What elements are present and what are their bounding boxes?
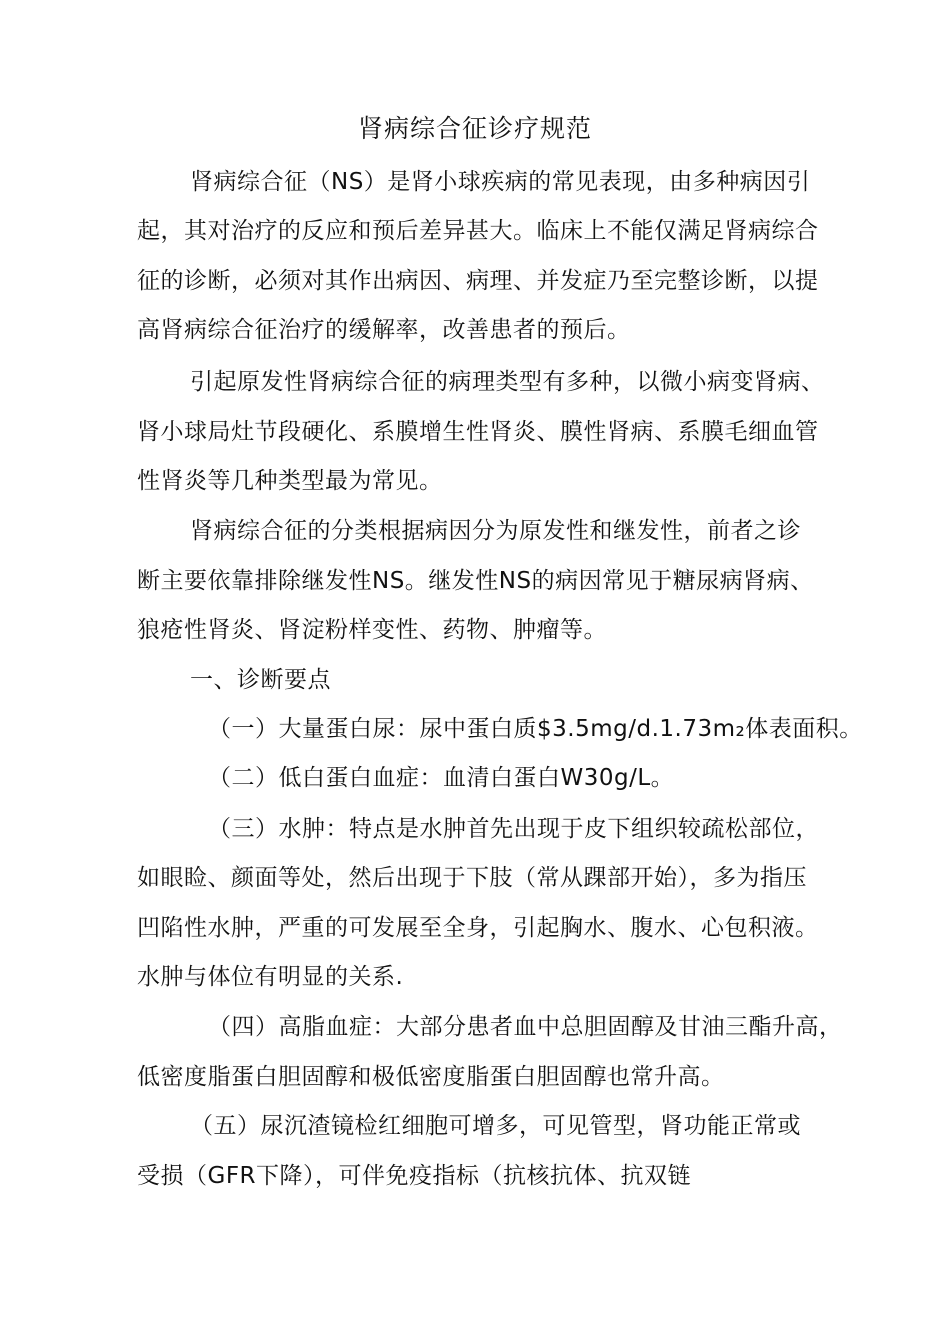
paragraph-line: 征的诊断，必须对其作出病因、病理、并发症乃至完整诊断，以提 — [137, 268, 819, 294]
paragraph-line: 引起原发性肾病综合征的病理类型有多种，以微小病变肾病、 — [190, 369, 825, 395]
paragraph-line: 受损（GFR下降），可伴免疫指标（抗核抗体、抗双链 — [137, 1163, 692, 1189]
list-item: （四）高脂血症：大部分患者血中总胆固醇及甘油三酯升高， — [208, 1014, 843, 1040]
list-item: （二）低白蛋白血症：血清白蛋白W30g/L。 — [208, 765, 675, 791]
paragraph-line: 肾病综合征（NS）是肾小球疾病的常见表现，由多种病因引 — [190, 169, 811, 195]
list-item: （三）水肿：特点是水肿首先出现于皮下组织较疏松部位， — [208, 816, 819, 842]
paragraph-line: 断主要依靠排除继发性NS。继发性NS的病因常见于糖尿病肾病、 — [137, 568, 814, 594]
document-title: 肾病综合征诊疗规范 — [357, 114, 592, 143]
paragraph-line: 性肾炎等几种类型最为常见。 — [137, 468, 443, 494]
paragraph-line: 狼疮性肾炎、肾淀粉样变性、药物、肿瘤等。 — [137, 617, 607, 643]
section-heading: 一、诊断要点 — [190, 667, 331, 693]
paragraph-line: 凹陷性水肿，严重的可发展至全身，引起胸水、腹水、心包积液。 — [137, 915, 819, 941]
paragraph-line: 如眼睑、颜面等处，然后出现于下肢（常从踝部开始），多为指压 — [137, 865, 807, 891]
list-item: （一）大量蛋白尿：尿中蛋白质$3.5mg/d.1.73m₂体表面积。 — [208, 716, 863, 742]
paragraph-line: 肾小球局灶节段硬化、系膜增生性肾炎、膜性肾病、系膜毛细血管 — [137, 419, 819, 445]
paragraph-line: 水肿与体位有明显的关系. — [137, 964, 404, 990]
paragraph-line: 高肾病综合征治疗的缓解率，改善患者的预后。 — [137, 317, 631, 343]
paragraph-line: 低密度脂蛋白胆固醇和极低密度脂蛋白胆固醇也常升高。 — [137, 1064, 725, 1090]
paragraph-line: 肾病综合征的分类根据病因分为原发性和继发性，前者之诊 — [190, 518, 801, 544]
paragraph-line: 起，其对治疗的反应和预后差异甚大。临床上不能仅满足肾病综合 — [137, 218, 819, 244]
list-item: （五）尿沉渣镜检红细胞可增多，可见管型，肾功能正常或 — [190, 1113, 801, 1139]
